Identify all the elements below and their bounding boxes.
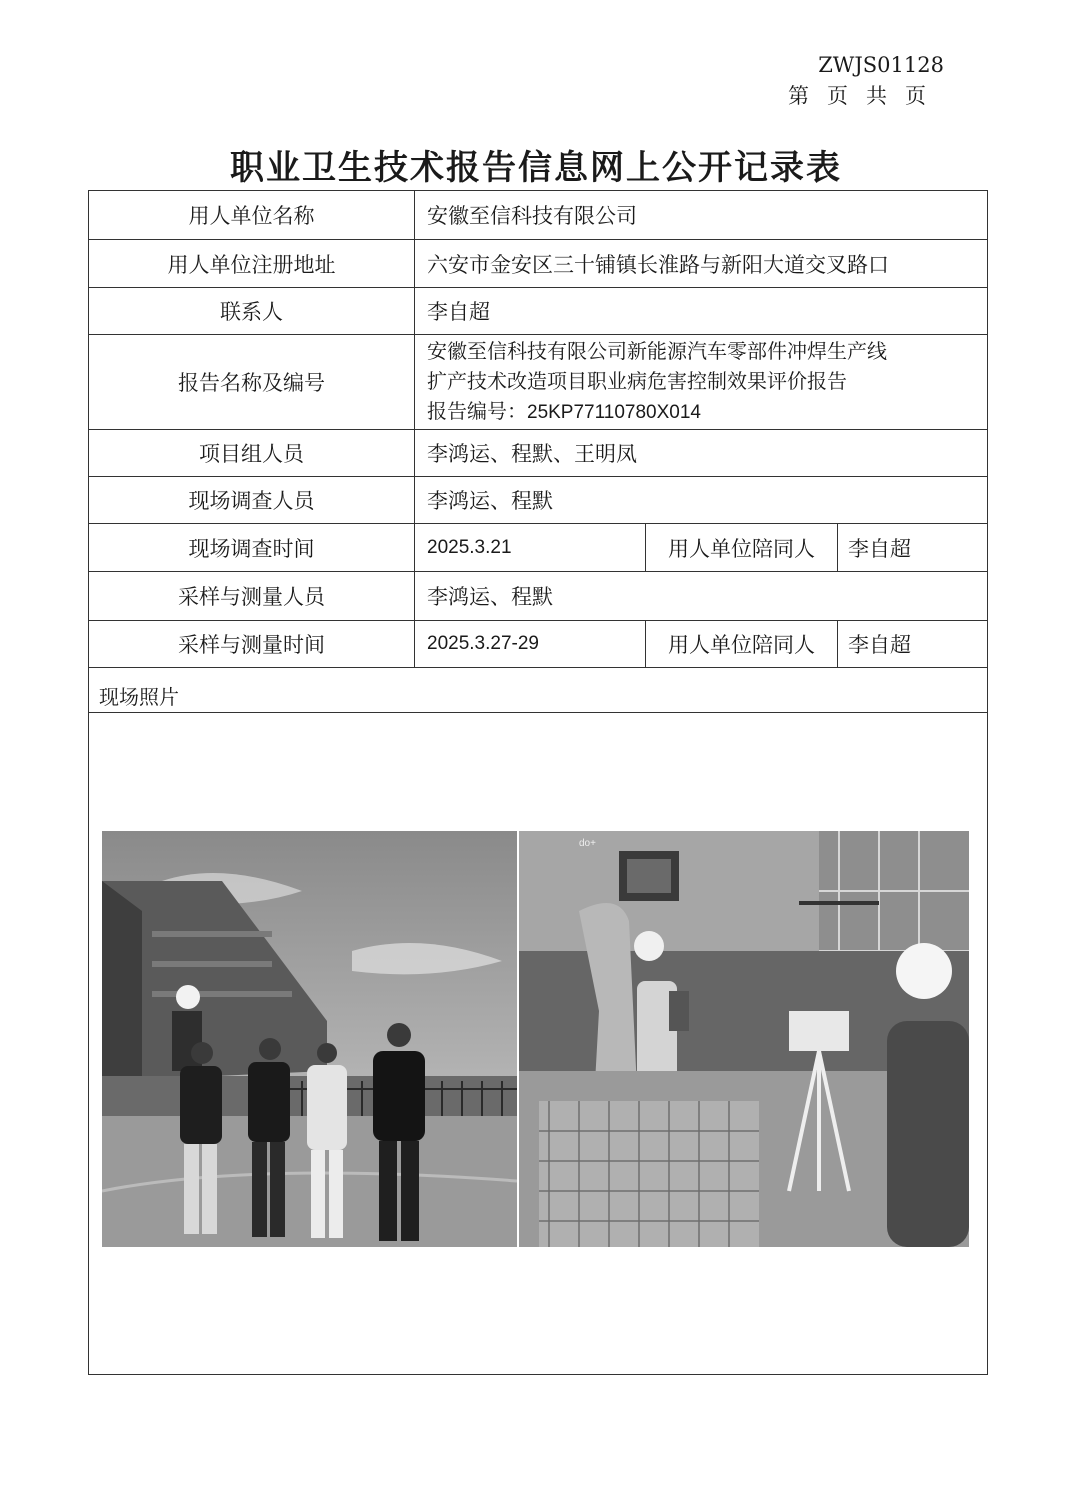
sampling-staff-value: 李鸿运、程默 xyxy=(427,585,553,609)
row-contact xyxy=(89,288,987,335)
sampling-escort-label: 用人单位陪同人 xyxy=(645,621,838,667)
registered-address-value: 六安市金安区三十铺镇长淮路与新阳大道交叉路口 xyxy=(427,252,889,277)
row-sampling-staff xyxy=(89,572,987,621)
row-sampling-time xyxy=(89,621,987,668)
survey-time-label: 现场调查时间 xyxy=(89,524,415,571)
row-employer-name xyxy=(89,191,987,240)
page-number-line: 第页共页 xyxy=(788,84,944,108)
sampling-time-label: 采样与测量时间 xyxy=(89,621,415,667)
row-project-team xyxy=(89,430,987,477)
report-code-line xyxy=(427,396,701,428)
employer-name-value: 安徽至信科技有限公司 xyxy=(427,204,637,228)
survey-staff-value: 李鸿运、程默 xyxy=(427,489,553,513)
report-name-label: 报告名称及编号 xyxy=(89,335,415,429)
sampling-staff-label: 采样与测量人员 xyxy=(89,572,415,620)
report-name-line-1: 安徽至信科技有限公司新能源汽车零部件冲焊生产线 xyxy=(427,339,887,364)
contact-label: 联系人 xyxy=(89,288,415,334)
row-registered-address xyxy=(89,240,987,288)
site-photo-outdoor xyxy=(102,831,517,1247)
contact-value: 李自超 xyxy=(427,300,490,324)
row-survey-staff xyxy=(89,477,987,524)
record-form xyxy=(88,190,988,1375)
report-code: 25KP77110780X014 xyxy=(527,402,701,424)
report-code-label: 报告编号： xyxy=(427,399,527,424)
wall-sign-text: do+ xyxy=(579,838,596,849)
registered-address-label: 用人单位注册地址 xyxy=(89,240,415,287)
form-title: 职业卫生技术报告信息网上公开记录表 xyxy=(230,148,842,188)
row-survey-time xyxy=(89,524,987,572)
outdoor-photo-illustration xyxy=(102,831,517,1247)
employer-name-label: 用人单位名称 xyxy=(89,191,415,239)
document-code: ZWJS01128 xyxy=(818,53,944,77)
site-photos-label: 现场照片 xyxy=(99,685,179,709)
report-name-value xyxy=(427,335,887,429)
row-report-name xyxy=(89,335,987,430)
survey-escort-value: 李自超 xyxy=(848,536,911,561)
report-name-line-2: 扩产技术改造项目职业病危害控制效果评价报告 xyxy=(427,369,847,394)
survey-time-value: 2025.3.21 xyxy=(427,536,512,558)
workshop-photo-illustration xyxy=(519,831,969,1247)
sampling-time-value: 2025.3.27-29 xyxy=(427,633,539,654)
sampling-escort-value: 李自超 xyxy=(848,633,911,657)
survey-escort-label: 用人单位陪同人 xyxy=(645,524,838,571)
site-photo-workshop xyxy=(519,831,969,1247)
project-team-label: 项目组人员 xyxy=(89,430,415,476)
row-site-photos-header xyxy=(89,668,987,713)
project-team-value: 李鸿运、程默、王明凤 xyxy=(427,442,637,466)
survey-staff-label: 现场调查人员 xyxy=(89,477,415,523)
